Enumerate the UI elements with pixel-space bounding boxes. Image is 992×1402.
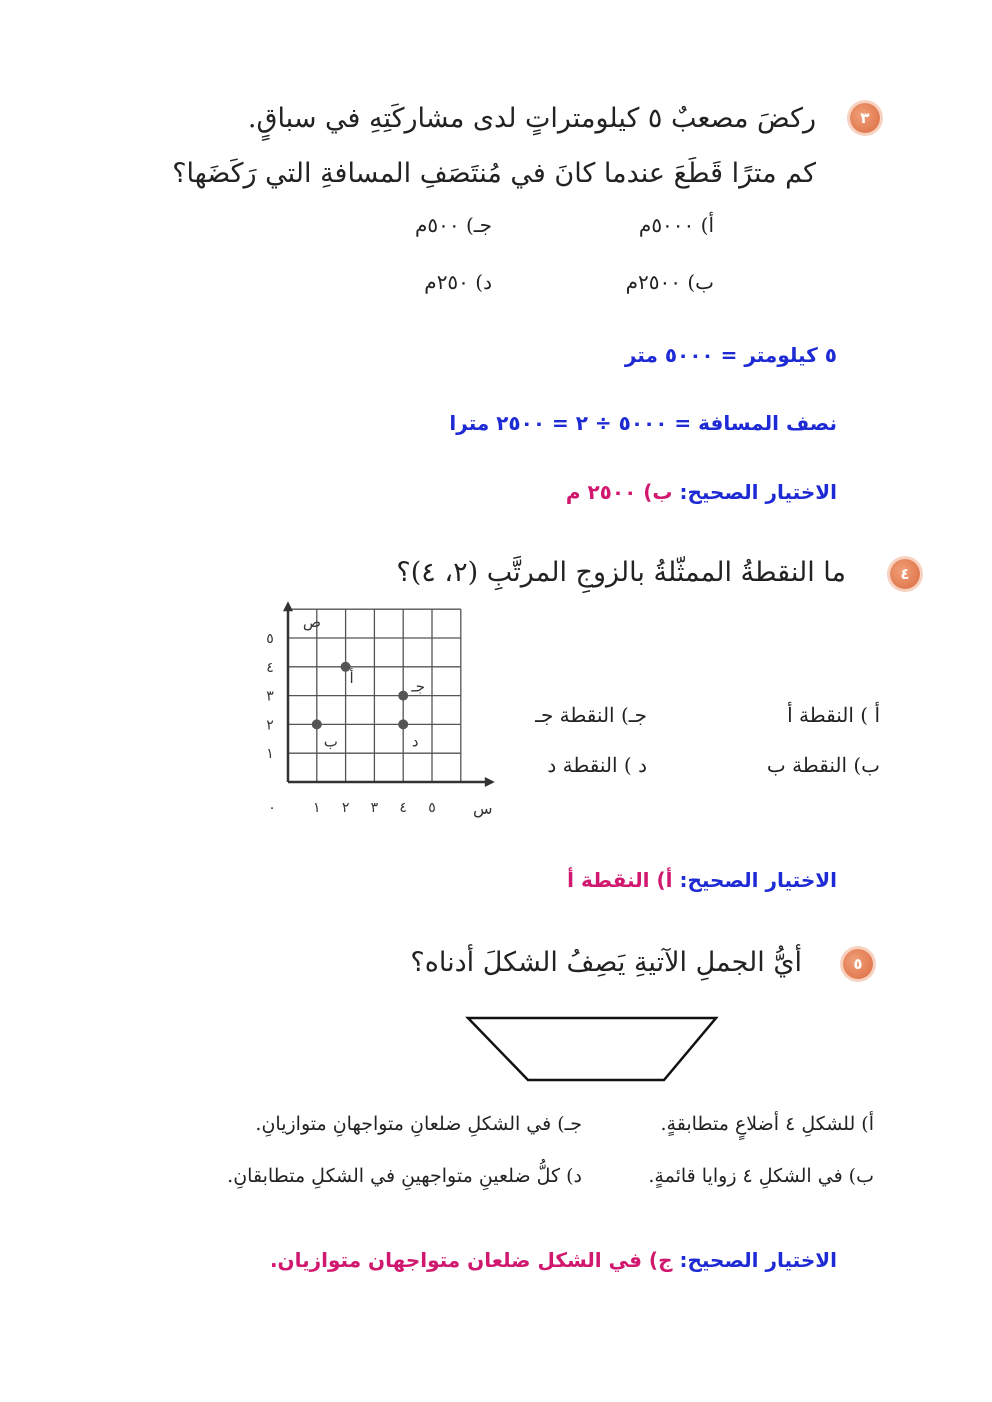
x-tick-label: ٤	[399, 800, 407, 816]
x-axis-arrow	[485, 777, 495, 787]
y-tick-label: ٥	[266, 631, 274, 647]
option-d: د) كلُّ ضلعينِ متواجهينِ في الشكلِ متطابقانِ.	[227, 1165, 582, 1187]
option-c: جـ) ٥٠٠م	[414, 213, 492, 237]
question-number: ٣	[860, 109, 870, 127]
trapezoid-shape	[460, 1012, 725, 1088]
solution-line: ٥ كيلومتر = ٥٠٠٠ متر	[624, 343, 837, 367]
option-b: ب) ٢٥٠٠م	[625, 270, 714, 294]
x-tick-label: ٣	[370, 800, 379, 816]
question-text: كم مترًا قَطَعَ عندما كانَ في مُنتَصَفِ المسافةِ التي رَكَضَها؟	[172, 158, 816, 189]
answer-label: الاختيار الصحيح:	[679, 868, 837, 892]
points	[312, 662, 425, 751]
answer-line	[567, 868, 837, 892]
y-tick-label: ١	[266, 746, 274, 763]
option-a: أ) ٥٠٠٠م	[638, 213, 714, 237]
answer-label: الاختيار الصحيح:	[679, 1248, 837, 1272]
coordinate-grid	[250, 610, 493, 828]
point-label: د	[411, 732, 419, 751]
y-axis-arrow	[283, 601, 293, 611]
point-label: أ	[349, 668, 354, 687]
x-axis-label: س	[473, 799, 493, 818]
answer-label: الاختيار الصحيح:	[679, 480, 837, 504]
question-text: ركضَ مصعبٌ ٥ كيلومتراتٍ لدى مشاركَتِهِ في سباقٍ.	[247, 103, 816, 134]
answer-line	[270, 1248, 837, 1272]
answer-value: أ) النقطة أ	[567, 868, 673, 892]
question-number-badge	[843, 949, 873, 979]
answer-value: ب) ٢٥٠٠ م	[565, 480, 673, 504]
option-d: د) ٢٥٠م	[424, 270, 492, 294]
option-b: ب) النقطة ب	[766, 753, 880, 777]
point-marker	[398, 719, 408, 729]
point-marker	[398, 691, 408, 701]
point-marker	[312, 719, 322, 729]
y-tick-label: ٢	[266, 717, 274, 734]
option-b: ب) في الشكلِ ٤ زوايا قائمةٍ.	[648, 1165, 874, 1187]
x-tick-label: ٠	[268, 800, 276, 816]
trapezoid	[468, 1018, 716, 1080]
question-number: ٤	[900, 565, 910, 583]
point-label: ب	[323, 732, 338, 751]
x-tick-label: ٢	[341, 800, 350, 816]
question-number-badge	[890, 559, 920, 589]
question-text: ما النقطةُ الممثّلةُ بالزوجِ المرتَّبِ (٢، ٤)؟	[396, 557, 846, 588]
option-a: أ) للشكلِ ٤ أضلاعٍ متطابقةٍ.	[660, 1113, 874, 1135]
x-tick-label: ٥	[428, 800, 436, 816]
y-tick-label: ٤	[266, 659, 274, 676]
answer-value: ج) في الشكل ضلعان متواجهان متوازيان.	[269, 1248, 673, 1272]
solution-line: نصف المسافة = ٥٠٠٠ ÷ ٢ = ٢٥٠٠ مترا	[449, 411, 837, 435]
tick-labels	[266, 613, 492, 818]
grid-lines	[288, 609, 461, 782]
x-tick-label: ١	[313, 800, 321, 816]
y-tick-label: ٣	[266, 688, 274, 705]
question-number-badge	[850, 103, 880, 133]
y-axis-label: ص	[302, 613, 322, 632]
question-number: ٥	[853, 955, 863, 973]
option-c: جـ) في الشكلِ ضلعانِ متواجهانِ متوازيانِ.	[255, 1113, 582, 1135]
point-label: جـ	[411, 677, 426, 696]
option-a: أ ) النقطة أ	[787, 703, 880, 727]
answer-line	[566, 480, 837, 504]
option-c: جـ) النقطة جـ	[535, 703, 647, 727]
question-text: أيُّ الجملِ الآتيةِ يَصِفُ الشكلَ أدناه؟	[410, 947, 802, 978]
option-d: د ) النقطة د	[547, 753, 647, 777]
